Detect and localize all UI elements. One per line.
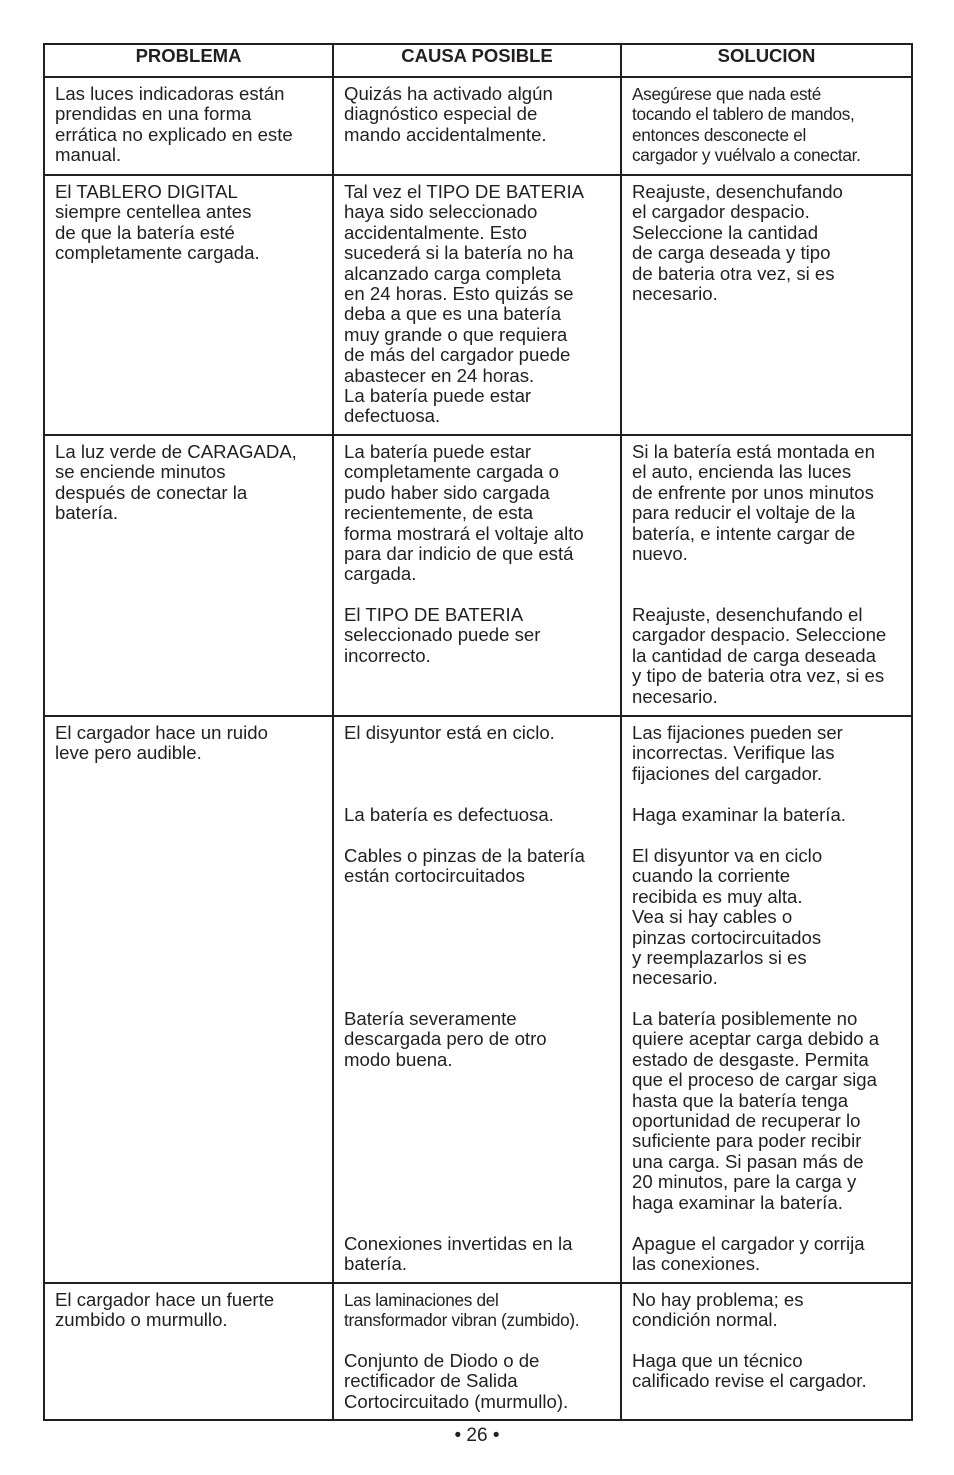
- cause-cell: [333, 1283, 621, 1420]
- problem-cell: [44, 435, 333, 716]
- header-row: [44, 44, 912, 77]
- problem-text: El cargador hace un ruido leve pero audible.: [55, 722, 268, 764]
- solution-text: Haga examinar la batería.: [632, 804, 846, 825]
- solution-text: El disyuntor va en ciclo cuando la corriente recibida es muy alta. Vea si hay cables o pinzas cortocircuitados y reemplazarlos si es necesario.: [632, 845, 823, 989]
- solution-cell: [621, 1283, 912, 1420]
- cause-cell: [333, 435, 621, 716]
- cause-cell: [333, 716, 621, 1283]
- cause-text: Conexiones invertidas en la batería.: [344, 1233, 573, 1275]
- problem-text: El TABLERO DIGITAL siempre centellea antes de que la batería esté completamente cargada.: [55, 181, 260, 264]
- solution-text: Apague el cargador y corrija las conexiones.: [632, 1233, 865, 1275]
- solution-cell: [621, 435, 912, 716]
- header-problem: PROBLEMA: [44, 44, 333, 77]
- troubleshooting-page: [43, 43, 911, 1421]
- header-solution: SOLUCION: [621, 44, 912, 77]
- solution-text: La batería posiblemente no quiere aceptar carga debido a estado de desgaste. Permita que el proceso de cargar siga hasta que la batería tenga oportunidad de recuperar lo suficiente para poder recibir una carga. Si pasan más de 20 minutos, pare la carga y haga examinar la batería.: [632, 1008, 880, 1213]
- table-row: [44, 435, 912, 716]
- solution-text: No hay problema; es condición normal.: [632, 1289, 804, 1331]
- solution-cell: [621, 77, 912, 175]
- solution-text: Haga que un técnico calificado revise el cargador.: [632, 1350, 867, 1392]
- cause-text: Cables o pinzas de la batería están cortocircuitados: [344, 845, 585, 887]
- problem-text: El cargador hace un fuerte zumbido o murmullo.: [55, 1289, 275, 1331]
- solution-text: Asegúrese que nada esté tocando el tablero de mandos, entonces desconecte el cargador y vuélvalo a conectar.: [632, 84, 861, 166]
- problem-cell: [44, 1283, 333, 1420]
- cause-cell: [333, 175, 621, 435]
- problem-cell: [44, 175, 333, 435]
- cause-text: Batería severamente descargada pero de otro modo buena.: [344, 1008, 547, 1070]
- cause-text: La batería es defectuosa.: [344, 804, 554, 825]
- solution-text: Reajuste, desenchufando el cargador despacio. Seleccione la cantidad de carga deseada y tipo de bateria otra vez, si es necesario.: [632, 181, 843, 305]
- problem-cell: [44, 716, 333, 1283]
- cause-text: El disyuntor está en ciclo.: [344, 722, 555, 743]
- cause-text: Tal vez el TIPO DE BATERIA haya sido seleccionado accidentalmente. Esto sucederá si la batería no ha alcanzado carga completa en 24 horas. Esto quizás se deba a que es una batería muy grande o que requiera de más del cargador puede abastecer en 24 horas. La batería puede estar defectuosa.: [344, 181, 585, 427]
- table-row: [44, 716, 912, 1283]
- cause-text: Las laminaciones del transformador vibran (zumbido).: [344, 1290, 580, 1331]
- table-row: [44, 1283, 912, 1420]
- solution-text: Las fijaciones pueden ser incorrectas. Verifique las fijaciones del cargador.: [632, 722, 843, 784]
- troubleshooting-table: [43, 43, 913, 1421]
- solution-text: Si la batería está montada en el auto, encienda las luces de enfrente por unos minutos para reducir el voltaje de la batería, e intente cargar de nuevo.: [632, 441, 875, 565]
- cause-text: La batería puede estar completamente cargada o pudo haber sido cargada recientemente, de esta forma mostrará el voltaje alto para dar indicio de que está cargada.: [344, 441, 584, 585]
- table-row: [44, 175, 912, 435]
- cause-text: Conjunto de Diodo o de rectificador de Salida Cortocircuitado (murmullo).: [344, 1350, 569, 1412]
- solution-cell: [621, 716, 912, 1283]
- cause-text: El TIPO DE BATERIA seleccionado puede ser incorrecto.: [344, 604, 541, 666]
- solution-cell: [621, 175, 912, 435]
- problem-text: La luz verde de CARAGADA, se enciende minutos después de conectar la batería.: [55, 441, 297, 524]
- header-cause: CAUSA POSIBLE: [333, 44, 621, 77]
- table-row: [44, 77, 912, 175]
- cause-cell: [333, 77, 621, 175]
- problem-text: Las luces indicadoras están prendidas en una forma errática no explicado en este manual.: [55, 83, 293, 166]
- problem-cell: [44, 77, 333, 175]
- solution-text: Reajuste, desenchufando el cargador despacio. Seleccione la cantidad de carga deseada y tipo de bateria otra vez, si es necesario.: [632, 604, 887, 707]
- page-number: • 26 •: [454, 1425, 500, 1446]
- cause-text: Quizás ha activado algún diagnóstico especial de mando accidentalmente.: [344, 83, 553, 145]
